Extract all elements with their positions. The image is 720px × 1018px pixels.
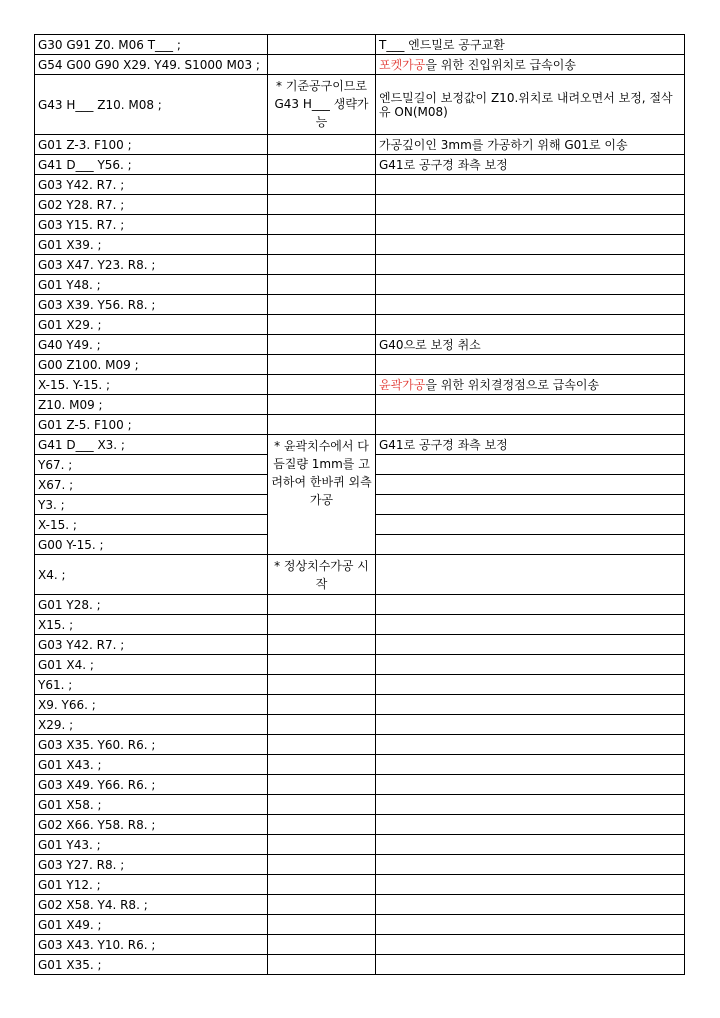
gcode-cell: G41 D___ Y56. ; xyxy=(35,155,268,175)
table-row xyxy=(35,375,685,395)
table-row xyxy=(35,355,685,375)
gcode-cell: G02 X66. Y58. R8. ; xyxy=(35,815,268,835)
gcode-cell: X15. ; xyxy=(35,615,268,635)
table-row xyxy=(35,415,685,435)
gcode-cell: G01 Y48. ; xyxy=(35,275,268,295)
description-cell xyxy=(376,415,685,435)
table-row xyxy=(35,175,685,195)
description-cell xyxy=(376,615,685,635)
table-row xyxy=(35,755,685,775)
table-row xyxy=(35,135,685,155)
gcode-cell: G03 X39. Y56. R8. ; xyxy=(35,295,268,315)
note-cell-empty xyxy=(268,775,376,795)
description-cell xyxy=(376,195,685,215)
table-row xyxy=(35,835,685,855)
description-cell xyxy=(376,815,685,835)
gcode-cell: G00 Y-15. ; xyxy=(35,535,268,555)
description-cell xyxy=(376,215,685,235)
description-cell xyxy=(376,355,685,375)
note-cell-empty xyxy=(268,375,376,395)
table-row xyxy=(35,795,685,815)
gcode-cell: G01 X35. ; xyxy=(35,955,268,975)
description-cell xyxy=(376,555,685,595)
note-cell-empty xyxy=(268,415,376,435)
note-cell-empty xyxy=(268,215,376,235)
note-cell-empty xyxy=(268,155,376,175)
gcode-cell: X67. ; xyxy=(35,475,268,495)
description-cell xyxy=(376,535,685,555)
gcode-cell: Y61. ; xyxy=(35,675,268,695)
description-cell: G41로 공구경 좌측 보정 xyxy=(376,155,685,175)
note-cell-empty xyxy=(268,935,376,955)
note-cell-empty xyxy=(268,795,376,815)
gcode-cell: G54 G00 G90 X29. Y49. S1000 M03 ; xyxy=(35,55,268,75)
table-row xyxy=(35,35,685,55)
gcode-cell: G01 Z-5. F100 ; xyxy=(35,415,268,435)
table-row xyxy=(35,915,685,935)
description-cell xyxy=(376,875,685,895)
table-row xyxy=(35,275,685,295)
gcode-cell: G40 Y49. ; xyxy=(35,335,268,355)
description-cell xyxy=(376,235,685,255)
gcode-cell: G03 Y15. R7. ; xyxy=(35,215,268,235)
note-cell-empty xyxy=(268,335,376,355)
table-row xyxy=(35,855,685,875)
description-cell xyxy=(376,275,685,295)
gcode-cell: X9. Y66. ; xyxy=(35,695,268,715)
table-row xyxy=(35,195,685,215)
note-cell-empty xyxy=(268,695,376,715)
program-table-body xyxy=(35,35,685,975)
table-row xyxy=(35,675,685,695)
gcode-cell: Z10. M09 ; xyxy=(35,395,268,415)
gcode-cell: Y3. ; xyxy=(35,495,268,515)
gcode-cell: G01 Y43. ; xyxy=(35,835,268,855)
note-cell-empty xyxy=(268,875,376,895)
note-cell-empty xyxy=(268,235,376,255)
description-cell xyxy=(376,755,685,775)
table-row xyxy=(35,695,685,715)
description-cell xyxy=(376,835,685,855)
note-cell-empty xyxy=(268,195,376,215)
note-cell-empty xyxy=(268,175,376,195)
table-row xyxy=(35,595,685,615)
gcode-cell: G01 X29. ; xyxy=(35,315,268,335)
gcode-cell: X4. ; xyxy=(35,555,268,595)
gcode-cell: G01 X58. ; xyxy=(35,795,268,815)
note-cell-empty xyxy=(268,275,376,295)
highlight-text: 포켓가공 xyxy=(379,57,426,72)
table-row xyxy=(35,335,685,355)
note-cell: * 윤곽치수에서 다듬질량 1mm를 고려하여 한바퀴 외측가공 xyxy=(268,435,376,555)
gcode-cell: G03 X47. Y23. R8. ; xyxy=(35,255,268,275)
description-cell xyxy=(376,475,685,495)
table-row xyxy=(35,215,685,235)
description-cell xyxy=(376,315,685,335)
table-row xyxy=(35,735,685,755)
gcode-cell: X-15. ; xyxy=(35,515,268,535)
table-row xyxy=(35,395,685,415)
note-cell: * 정상치수가공 시작 xyxy=(268,555,376,595)
note-cell-empty xyxy=(268,895,376,915)
description-cell xyxy=(376,855,685,875)
note-cell-empty xyxy=(268,35,376,55)
gcode-cell: G02 X58. Y4. R8. ; xyxy=(35,895,268,915)
note-cell-empty xyxy=(268,835,376,855)
note-cell-empty xyxy=(268,955,376,975)
description-cell xyxy=(376,515,685,535)
description-cell xyxy=(376,495,685,515)
note-cell-empty xyxy=(268,135,376,155)
note-cell-empty xyxy=(268,55,376,75)
gcode-cell: G01 Y12. ; xyxy=(35,875,268,895)
description-cell xyxy=(376,895,685,915)
description-cell xyxy=(376,395,685,415)
gcode-cell: G01 Z-3. F100 ; xyxy=(35,135,268,155)
description-cell xyxy=(376,55,685,75)
description-cell xyxy=(376,595,685,615)
gcode-cell: G30 G91 Z0. M06 T___ ; xyxy=(35,35,268,55)
table-row xyxy=(35,235,685,255)
gcode-cell: X29. ; xyxy=(35,715,268,735)
description-cell xyxy=(376,655,685,675)
table-row xyxy=(35,615,685,635)
gcode-cell: G41 D___ X3. ; xyxy=(35,435,268,455)
description-cell: 엔드밀길이 보정값이 Z10.위치로 내려오면서 보정, 절삭유 ON(M08) xyxy=(376,75,685,135)
table-row xyxy=(35,635,685,655)
description-cell xyxy=(376,635,685,655)
table-row xyxy=(35,895,685,915)
gcode-cell: G02 Y28. R7. ; xyxy=(35,195,268,215)
note-cell-empty xyxy=(268,675,376,695)
gcode-cell: G43 H___ Z10. M08 ; xyxy=(35,75,268,135)
table-row xyxy=(35,815,685,835)
description-cell xyxy=(376,375,685,395)
description-cell xyxy=(376,675,685,695)
gcode-cell: G03 Y27. R8. ; xyxy=(35,855,268,875)
description-cell xyxy=(376,735,685,755)
description-text: 을 위한 진입위치로 급속이송 xyxy=(425,57,576,72)
table-row xyxy=(35,955,685,975)
gcode-cell: G03 X35. Y60. R6. ; xyxy=(35,735,268,755)
description-cell xyxy=(376,695,685,715)
note-cell-empty xyxy=(268,595,376,615)
table-row xyxy=(35,715,685,735)
gcode-cell: G03 Y42. R7. ; xyxy=(35,175,268,195)
note-cell-empty xyxy=(268,315,376,335)
description-cell: 가공깊이인 3mm를 가공하기 위해 G01로 이송 xyxy=(376,135,685,155)
table-row xyxy=(35,295,685,315)
table-row xyxy=(35,255,685,275)
note-cell-empty xyxy=(268,635,376,655)
note-cell-empty xyxy=(268,755,376,775)
description-cell xyxy=(376,255,685,275)
description-cell xyxy=(376,915,685,935)
description-cell xyxy=(376,775,685,795)
gcode-cell: G03 X43. Y10. R6. ; xyxy=(35,935,268,955)
description-cell xyxy=(376,935,685,955)
note-cell-empty xyxy=(268,255,376,275)
table-row xyxy=(35,435,685,455)
description-cell xyxy=(376,175,685,195)
gcode-cell: G01 X39. ; xyxy=(35,235,268,255)
description-cell xyxy=(376,955,685,975)
description-cell xyxy=(376,455,685,475)
note-cell-empty xyxy=(268,295,376,315)
table-row xyxy=(35,935,685,955)
gcode-cell: G01 Y28. ; xyxy=(35,595,268,615)
gcode-cell: G00 Z100. M09 ; xyxy=(35,355,268,375)
description-cell: T___ 엔드밀로 공구교환 xyxy=(376,35,685,55)
gcode-cell: G01 X49. ; xyxy=(35,915,268,935)
description-text: 을 위한 위치결정점으로 급속이송 xyxy=(425,377,600,392)
program-table xyxy=(34,34,685,975)
gcode-cell: Y67. ; xyxy=(35,455,268,475)
note-cell-empty xyxy=(268,395,376,415)
note-cell-empty xyxy=(268,615,376,635)
table-row xyxy=(35,555,685,595)
table-row xyxy=(35,55,685,75)
note-cell-empty xyxy=(268,855,376,875)
table-row xyxy=(35,155,685,175)
description-cell xyxy=(376,715,685,735)
note-cell-empty xyxy=(268,655,376,675)
table-row xyxy=(35,775,685,795)
gcode-cell: X-15. Y-15. ; xyxy=(35,375,268,395)
note-cell: * 기준공구이므로 G43 H___ 생략가능 xyxy=(268,75,376,135)
highlight-text: 윤곽가공 xyxy=(379,377,426,392)
description-cell: G40으로 보정 취소 xyxy=(376,335,685,355)
table-row xyxy=(35,875,685,895)
note-cell-empty xyxy=(268,915,376,935)
gcode-cell: G03 X49. Y66. R6. ; xyxy=(35,775,268,795)
note-cell-empty xyxy=(268,355,376,375)
gcode-cell: G03 Y42. R7. ; xyxy=(35,635,268,655)
gcode-cell: G01 X4. ; xyxy=(35,655,268,675)
description-cell xyxy=(376,295,685,315)
table-row xyxy=(35,315,685,335)
description-cell xyxy=(376,795,685,815)
table-row xyxy=(35,75,685,135)
note-cell-empty xyxy=(268,715,376,735)
description-cell: G41로 공구경 좌측 보정 xyxy=(376,435,685,455)
table-row xyxy=(35,655,685,675)
gcode-cell: G01 X43. ; xyxy=(35,755,268,775)
note-cell-empty xyxy=(268,815,376,835)
note-cell-empty xyxy=(268,735,376,755)
